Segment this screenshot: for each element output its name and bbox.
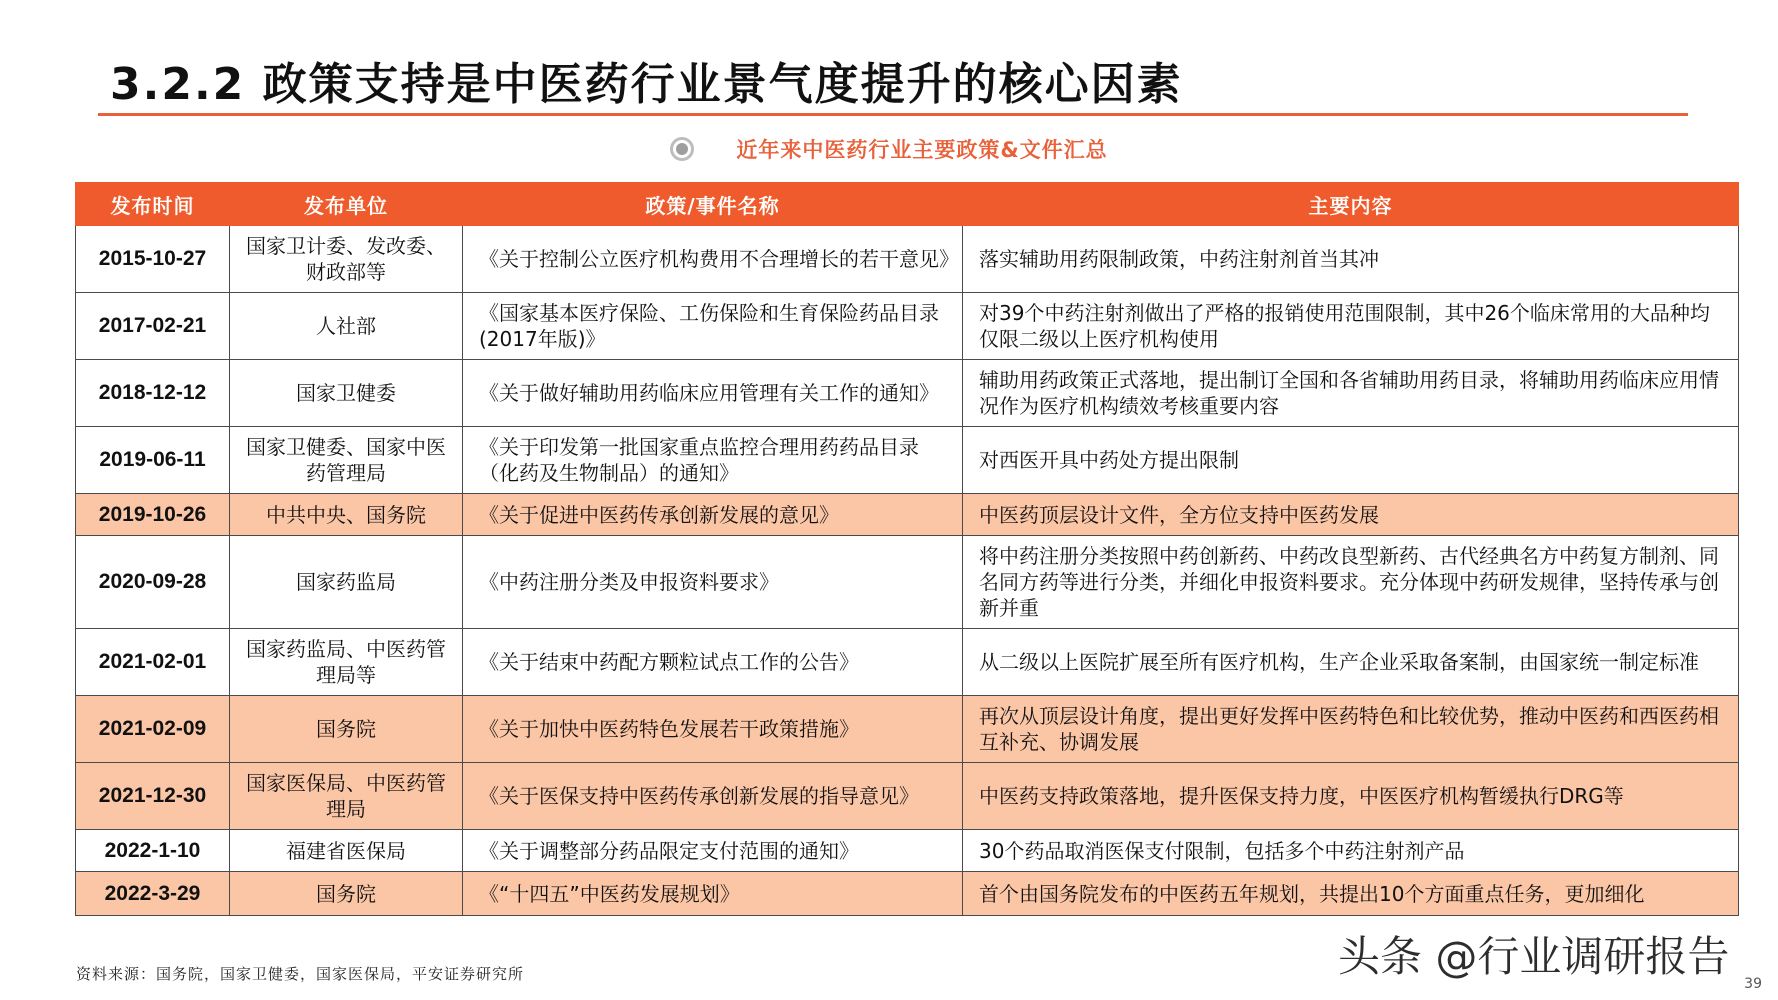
radio-circle-icon (670, 137, 694, 161)
cell-unit: 国务院 (230, 696, 463, 763)
cell-policy-name: 《国家基本医疗保险、工伤保险和生育保险药品目录(2017年版)》 (463, 293, 963, 360)
cell-date: 2021-02-09 (76, 696, 230, 763)
cell-content: 对39个中药注射剂做出了严格的报销使用范围限制，其中26个临床常用的大品种均仅限二级以上医疗机构使用 (963, 293, 1739, 360)
cell-unit: 福建省医保局 (230, 830, 463, 872)
cell-policy-name: 《关于调整部分药品限定支付范围的通知》 (463, 830, 963, 872)
cell-date: 2021-12-30 (76, 763, 230, 830)
header-date: 发布时间 (76, 183, 230, 226)
header-unit: 发布单位 (230, 183, 463, 226)
cell-content: 辅助用药政策正式落地，提出制订全国和各省辅助用药目录，将辅助用药临床应用情况作为医疗机构绩效考核重要内容 (963, 360, 1739, 427)
cell-policy-name: 《关于加快中医药特色发展若干政策措施》 (463, 696, 963, 763)
cell-policy-name: 《中药注册分类及申报资料要求》 (463, 536, 963, 629)
cell-content: 从二级以上医院扩展至所有医疗机构，生产企业采取备案制，由国家统一制定标准 (963, 629, 1739, 696)
table-row (76, 494, 1739, 536)
cell-content: 30个药品取消医保支付限制，包括多个中药注射剂产品 (963, 830, 1739, 872)
cell-date: 2022-1-10 (76, 830, 230, 872)
cell-policy-name: 《关于做好辅助用药临床应用管理有关工作的通知》 (463, 360, 963, 427)
cell-unit: 国家医保局、中医药管理局 (230, 763, 463, 830)
header-name: 政策/事件名称 (463, 183, 963, 226)
page-number: 39 (1744, 976, 1762, 992)
cell-date: 2019-06-11 (76, 427, 230, 494)
cell-unit: 国家药监局、中医药管理局等 (230, 629, 463, 696)
table-row (76, 830, 1739, 872)
cell-date: 2018-12-12 (76, 360, 230, 427)
cell-policy-name: 《关于控制公立医疗机构费用不合理增长的若干意见》 (463, 226, 963, 293)
cell-policy-name: 《关于促进中医药传承创新发展的意见》 (463, 494, 963, 536)
cell-content: 对西医开具中药处方提出限制 (963, 427, 1739, 494)
cell-date: 2019-10-26 (76, 494, 230, 536)
table-row (76, 427, 1739, 494)
table-row (76, 763, 1739, 830)
cell-date: 2022-3-29 (76, 872, 230, 916)
cell-content: 将中药注册分类按照中药创新药、中药改良型新药、古代经典名方中药复方制剂、同名同方药等进行分类，并细化申报资料要求。充分体现中药研发规律，坚持传承与创新并重 (963, 536, 1739, 629)
cell-unit: 国家药监局 (230, 536, 463, 629)
title-divider (98, 113, 1688, 116)
table-header-row (76, 183, 1739, 226)
table-row (76, 293, 1739, 360)
cell-content: 首个由国务院发布的中医药五年规划，共提出10个方面重点任务，更加细化 (963, 872, 1739, 916)
policy-table (75, 182, 1739, 916)
source-note: 资料来源：国务院，国家卫健委，国家医保局，平安证券研究所 (76, 965, 525, 983)
cell-unit: 国家卫健委、国家中医药管理局 (230, 427, 463, 494)
page-title: 3.2.2 政策支持是中医药行业景气度提升的核心因素 (110, 59, 1183, 110)
cell-date: 2017-02-21 (76, 293, 230, 360)
cell-content: 中医药支持政策落地，提升医保支持力度，中医医疗机构暂缓执行DRG等 (963, 763, 1739, 830)
cell-policy-name: 《“十四五”中医药发展规划》 (463, 872, 963, 916)
table-row (76, 536, 1739, 629)
cell-content: 中医药顶层设计文件，全方位支持中医药发展 (963, 494, 1739, 536)
table-row (76, 360, 1739, 427)
table-caption-text: 近年来中医药行业主要政策&文件汇总 (736, 138, 1108, 162)
cell-unit: 国家卫计委、发改委、财政部等 (230, 226, 463, 293)
cell-unit: 中共中央、国务院 (230, 494, 463, 536)
table-row (76, 872, 1739, 916)
table-row (76, 226, 1739, 293)
cell-date: 2015-10-27 (76, 226, 230, 293)
cell-policy-name: 《关于医保支持中医药传承创新发展的指导意见》 (463, 763, 963, 830)
cell-unit: 国务院 (230, 872, 463, 916)
table-caption (0, 134, 1778, 164)
cell-policy-name: 《关于印发第一批国家重点监控合理用药药品目录（化药及生物制品）的通知》 (463, 427, 963, 494)
cell-unit: 国家卫健委 (230, 360, 463, 427)
cell-content: 落实辅助用药限制政策，中药注射剂首当其冲 (963, 226, 1739, 293)
cell-policy-name: 《关于结束中药配方颗粒试点工作的公告》 (463, 629, 963, 696)
header-content: 主要内容 (963, 183, 1739, 226)
table-row (76, 629, 1739, 696)
cell-date: 2021-02-01 (76, 629, 230, 696)
watermark: 头条 @行业调研报告 (1338, 932, 1730, 981)
cell-date: 2020-09-28 (76, 536, 230, 629)
cell-unit: 人社部 (230, 293, 463, 360)
cell-content: 再次从顶层设计角度，提出更好发挥中医药特色和比较优势，推动中医药和西医药相互补充、协调发展 (963, 696, 1739, 763)
table-row (76, 696, 1739, 763)
